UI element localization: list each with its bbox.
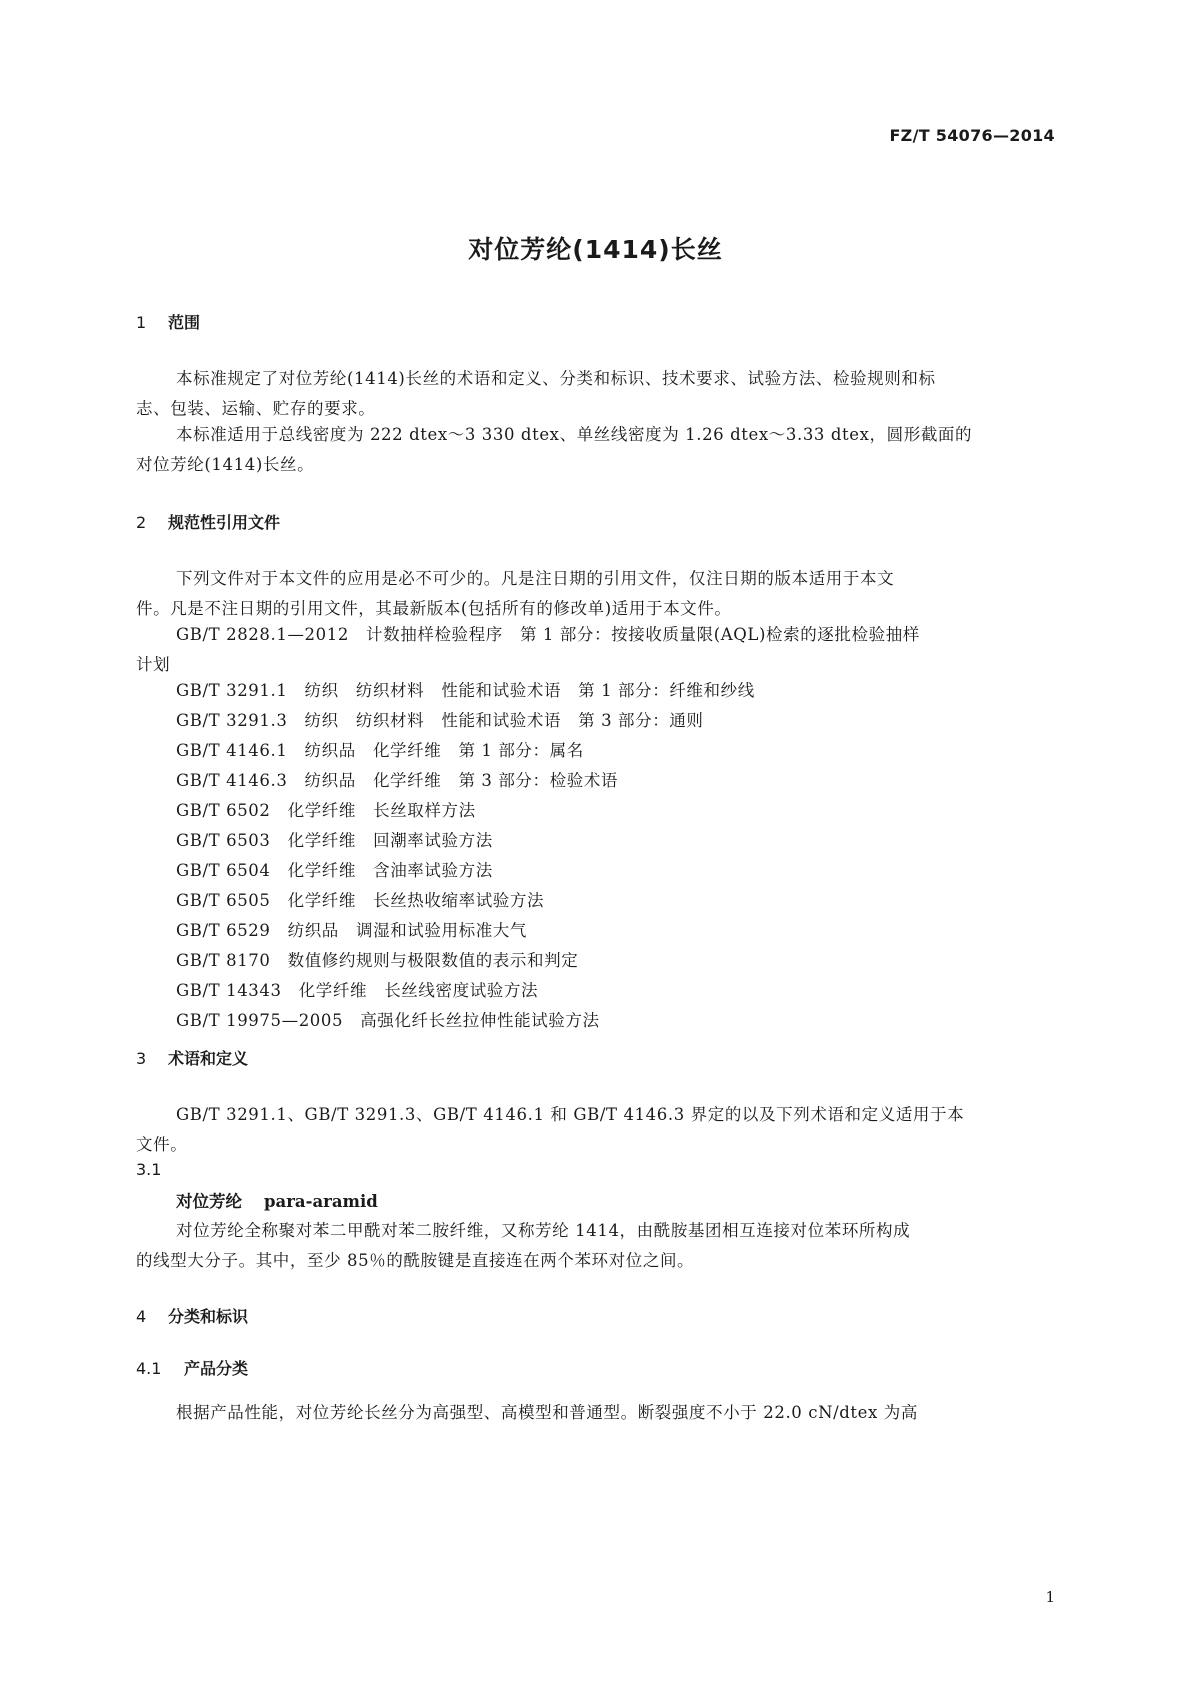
subsection-4-1-heading (136, 1356, 248, 1379)
term-definition (136, 1216, 1056, 1276)
section-title: 规范性引用文件 (168, 513, 281, 532)
reference-item: GB/T 6503 化学纤维 回潮率试验方法 (176, 831, 493, 850)
reference-item-1 (136, 620, 1056, 680)
section-3-heading (136, 1046, 248, 1069)
reference-item: GB/T 8170 数值修约规则与极限数值的表示和判定 (176, 951, 579, 970)
term-english: para-aramid (264, 1192, 378, 1211)
paragraph-line: 件。凡是不注日期的引用文件，其最新版本(包括所有的修改单)适用于本文件。 (136, 599, 732, 618)
reference-item: GB/T 3291.3 纺织 纺织材料 性能和试验术语 第 3 部分：通则 (176, 711, 704, 730)
paragraph-line: 的线型大分子。其中，至少 85％的酰胺键是直接连在两个苯环对位之间。 (136, 1251, 695, 1270)
reference-item: GB/T 14343 化学纤维 长丝线密度试验方法 (176, 981, 539, 1000)
term-entry (176, 1188, 378, 1212)
subsection-title: 产品分类 (184, 1359, 249, 1378)
reference-item: GB/T 4146.3 纺织品 化学纤维 第 3 部分：检验术语 (176, 771, 619, 790)
reference-item: GB/T 6529 纺织品 调湿和试验用标准大气 (176, 921, 528, 940)
section-title: 分类和标识 (168, 1307, 249, 1326)
reference-item: GB/T 4146.1 纺织品 化学纤维 第 1 部分：属名 (176, 741, 584, 760)
section-title: 范围 (168, 313, 201, 332)
reference-line: GB/T 2828.1—2012 计数抽样检验程序 第 1 部分：按接收质量限(AQL)检索的逐批检验抽样 (176, 625, 920, 644)
paragraph-line: 本标准规定了对位芳纶(1414)长丝的术语和定义、分类和标识、技术要求、试验方法、检验规则和标 (176, 369, 936, 388)
section-number: 2 (136, 513, 147, 532)
section-4-heading (136, 1304, 248, 1327)
subsection-3-1-number: 3.1 (136, 1160, 162, 1179)
standard-code: FZ/T 54076—2014 (889, 126, 1055, 145)
paragraph-line: 下列文件对于本文件的应用是必不可少的。凡是注日期的引用文件，仅注日期的版本适用于本文 (176, 569, 895, 588)
term-chinese: 对位芳纶 (176, 1192, 242, 1211)
reference-item: GB/T 6502 化学纤维 长丝取样方法 (176, 801, 476, 820)
paragraph-line: 对位芳纶(1414)长丝。 (136, 455, 315, 474)
page-number: 1 (1045, 1588, 1055, 1606)
paragraph-line: 对位芳纶全称聚对苯二甲酰对苯二胺纤维，又称芳纶 1414，由酰胺基团相互连接对位苯环所构成 (176, 1221, 911, 1240)
section-2-heading (136, 510, 280, 533)
section-number: 1 (136, 313, 147, 332)
paragraph-line: 文件。 (136, 1135, 188, 1154)
section-2-intro (136, 564, 1056, 624)
reference-line: 计划 (136, 655, 171, 674)
paragraph-line: 本标准适用于总线密度为 222 dtex～3 330 dtex、单丝线密度为 1.26 dtex～3.33 dtex，圆形截面的 (176, 425, 973, 444)
section-title: 术语和定义 (168, 1049, 249, 1068)
section-number: 3 (136, 1049, 147, 1068)
subsection-number: 4.1 (136, 1359, 162, 1378)
section-4-1-paragraph (136, 1398, 1056, 1428)
section-1-paragraph-1 (136, 364, 1056, 424)
reference-item: GB/T 6505 化学纤维 长丝热收缩率试验方法 (176, 891, 545, 910)
reference-item: GB/T 19975—2005 高强化纤长丝拉伸性能试验方法 (176, 1011, 600, 1030)
document-title: 对位芳纶(1414)长丝 (468, 235, 723, 264)
reference-item: GB/T 3291.1 纺织 纺织材料 性能和试验术语 第 1 部分：纤维和纱线 (176, 681, 755, 700)
section-1-paragraph-2 (136, 420, 1056, 480)
reference-item: GB/T 6504 化学纤维 含油率试验方法 (176, 861, 493, 880)
section-number: 4 (136, 1307, 147, 1326)
section-3-intro (136, 1100, 1056, 1160)
reference-list (176, 676, 755, 1036)
paragraph-line: GB/T 3291.1、GB/T 3291.3、GB/T 4146.1 和 GB/T 4146.3 界定的以及下列术语和定义适用于本 (176, 1105, 965, 1124)
section-1-heading (136, 310, 200, 333)
paragraph-line: 志、包装、运输、贮存的要求。 (136, 399, 376, 418)
paragraph-line: 根据产品性能，对位芳纶长丝分为高强型、高模型和普通型。断裂强度不小于 22.0 cN/dtex 为高 (176, 1403, 918, 1422)
